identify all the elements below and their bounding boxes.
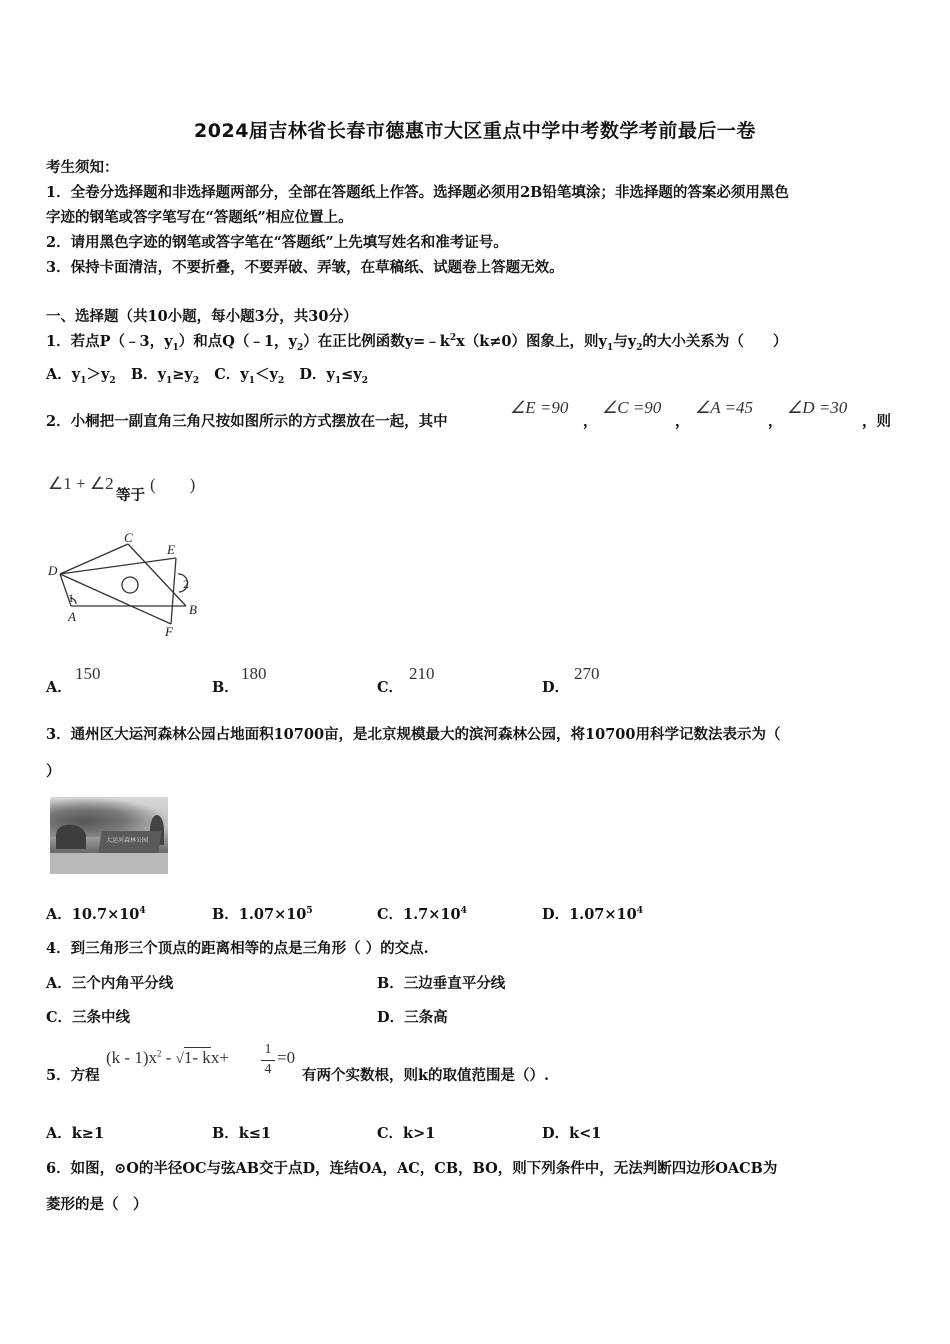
- question-5-suffix: 有两个实数根，则k的取值范围是（）.: [302, 1067, 550, 1084]
- angle-d: ∠D =30: [787, 398, 848, 417]
- section-heading: 一、选择题（共10小题，每小题3分，共30分）: [46, 308, 358, 325]
- then-text: ，则: [862, 413, 891, 430]
- q2-option-d-value: 270: [574, 664, 600, 683]
- notice-item-3: 3．保持卡面清洁，不要折叠，不要弄破、弄皱，在草稿纸、试题卷上答题无效。: [46, 259, 564, 276]
- question-3-stem: 3．通州区大运河森林公园占地面积10700亩，是北京规模最大的滨河森林公园，将10700用科学记数法表示为（: [46, 726, 781, 743]
- separator: ，: [675, 413, 690, 430]
- triangle-figure: [40, 530, 220, 642]
- question-1: 1．若点P（﹣3，$y_1$）和点Q（﹣1，$y_2$）在正比例函数$y=﹣k^2x(k\ne 0)$图象上，则$y_1$与$y_2$的大小关系为（ ）: [46, 333, 788, 353]
- q3-option-d[interactable]: D．$1.07\times 10^4$: [542, 906, 643, 923]
- q4-option-c[interactable]: C．三条中线: [46, 1009, 131, 1026]
- angle-a: ∠A =45: [695, 398, 754, 417]
- angle-e: ∠E =90: [510, 398, 569, 417]
- notice-item-1-cont: 字迹的钢笔或答字笔写在“答题纸”相应位置上。: [46, 209, 353, 226]
- label-angle-1: 1: [68, 591, 74, 605]
- separator: ，: [768, 413, 783, 430]
- q3-option-a[interactable]: A．$10.7\times 10^4$: [46, 906, 146, 923]
- label-c: C: [124, 530, 133, 545]
- label-a: A: [68, 609, 76, 624]
- photo-sign-text: 大运河森林公园: [106, 837, 149, 844]
- q4-option-b[interactable]: B．三边垂直平分线: [377, 975, 506, 992]
- park-photo: [50, 797, 168, 874]
- label-f: F: [165, 624, 173, 639]
- q5-option-c[interactable]: C．k>1: [377, 1125, 436, 1142]
- q5-option-d[interactable]: D．k<1: [542, 1125, 602, 1142]
- question-2-stem: 2．小桐把一副直角三角尺按如图所示的方式摆放在一起，其中: [46, 413, 448, 430]
- q2-option-a-value: 150: [75, 664, 101, 683]
- page-title: 2024届吉林省长春市德惠市大区重点中学中考数学考前最后一卷: [194, 120, 756, 142]
- q2-option-d-label[interactable]: D．: [542, 679, 570, 696]
- q2-option-c-value: 210: [409, 664, 435, 683]
- question-4-stem: 4．到三角形三个顶点的距离相等的点是三角形（ ）的交点.: [46, 940, 429, 957]
- notice-item-2: 2．请用黑色字迹的钢笔或答字笔在“答题纸”上先填写姓名和准考证号。: [46, 234, 508, 251]
- q4-option-d[interactable]: D．三条高: [377, 1009, 448, 1026]
- equation-rhs: =0: [277, 1048, 296, 1067]
- q2-option-b-value: 180: [241, 664, 267, 683]
- notice-item-1: 1．全卷分选择题和非选择题两部分，全部在答题纸上作答。选择题必须用2B铅笔填涂；非选择题的答案必须用黑色: [46, 184, 789, 201]
- notice-heading: 考生须知：: [46, 159, 119, 176]
- question-1-options: [46, 363, 368, 386]
- option-b[interactable]: B．$y_1\ge y_2$: [130, 366, 200, 386]
- option-c[interactable]: C．$y_1<y_2$: [214, 366, 285, 386]
- option-d[interactable]: D．$y_1\le y_2$: [299, 366, 368, 386]
- q5-option-a[interactable]: A．k≥1: [46, 1125, 105, 1142]
- q3-option-b[interactable]: B．$1.07\times 10^5$: [212, 906, 313, 923]
- separator: ，: [583, 413, 598, 430]
- question-3-stem-cont: ）: [46, 763, 61, 780]
- fraction-bar: [261, 1060, 275, 1061]
- angle-c: ∠C =90: [602, 398, 662, 417]
- answer-paren: ( ): [150, 475, 196, 494]
- q2-option-a-label[interactable]: A．: [46, 679, 72, 696]
- q4-option-a[interactable]: A．三个内角平分线: [46, 975, 174, 992]
- label-b: B: [189, 602, 197, 617]
- q2-option-c-label[interactable]: C．: [377, 679, 404, 696]
- equation: $(k - 1)x^2 - √1-$ kx+: [106, 1048, 229, 1067]
- question-5-prefix: 5．方程: [46, 1067, 100, 1084]
- fraction-denominator: 4: [264, 1062, 272, 1077]
- label-e: E: [167, 542, 175, 557]
- question-6-stem-cont: 菱形的是（ ）: [46, 1196, 148, 1213]
- q5-option-b[interactable]: B．k≤1: [212, 1125, 272, 1142]
- q3-option-c[interactable]: C．$1.7\times 10^4$: [377, 906, 467, 923]
- equals-text: 等于: [116, 487, 145, 504]
- q2-option-b-label[interactable]: B．: [212, 679, 239, 696]
- fraction-numerator: 1: [264, 1042, 272, 1057]
- option-a[interactable]: A．$y_1>y_2$: [46, 366, 116, 386]
- label-angle-2: 2: [183, 577, 189, 591]
- angle-sum: ∠1 + ∠2: [48, 474, 114, 493]
- label-d: D: [48, 563, 58, 578]
- question-6-stem: 6．如图，⊙O的半径OC与弦AB交于点D，连结OA，AC，CB，BO，则下列条件中，无法判断四边形OACB为: [46, 1160, 778, 1177]
